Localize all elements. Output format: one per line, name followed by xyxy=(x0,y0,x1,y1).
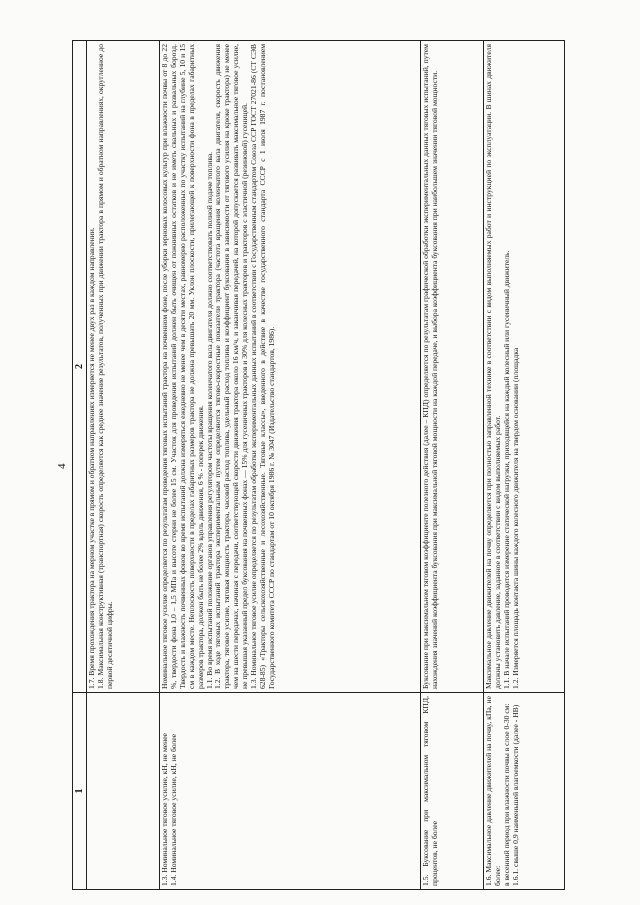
method-paragraph: 1.1. В начале испытаний проводится измерение статической нагрузки, приходящейся на каждый колесный или гусеничный движитель. xyxy=(501,250,511,689)
method-paragraph: 1.7. Время прохождения трактора на мерном участке в прямом и обратном направлениях измеряется не менее двух раз в каждом направлении. xyxy=(87,227,96,689)
method-paragraph: 1.3. Номинальное тяговое усилие определяется по результатам обработки экспериментальных данных испытаний в соответствии с Государственным стандартом Союза ССР ГОСТ 27021-86 (СТ СЭВ 628-85) «Тракторы сельскохозяйственные и лесохозяйственные. Тяговые классы», введенного в действие в качестве государственного стандарта СССР с 1 июля 1987 г. постановлением Государственного комитета СССР по стандартам от 10 октября 1986 г. № 3047 (Издательство стандартов, 1986). xyxy=(249,44,276,689)
method-cell xyxy=(421,41,484,693)
parameter-label: 1.6.1. свыше 0,9 наименьшей влагоемкости (далее - НВ) xyxy=(510,704,520,886)
table-row xyxy=(87,41,160,890)
parameter-cell xyxy=(87,693,160,890)
method-cell xyxy=(160,41,421,693)
requirements-table xyxy=(72,40,565,890)
page-number: 4 xyxy=(56,463,68,469)
parameter-label: 1.4. Номинальное тяговое усилие, кН, не более xyxy=(168,733,178,886)
method-paragraph: Номинальное тяговое усилие определяется по результатам проведения тяговых испытаний трактора на почвенном фоне, после уборки зерновых колосовых культур при влажности почвы от 8 до 22 %, твердости фона 1,0 – 1,5 МПа и высоте стерни не более 15 см. Участок для проведения испытаний должен быть очищен от пожнивных остатков и не иметь свальных и развальных борозд. Твердость и влажность почвенных фонов во время испытаний должна измеряться ежедневно не менее чем в десяти местах, равномерно расположенных по участку испытаний на глубине 5, 10 и 15 см в каждом месте. Неплоскость поверхности в пределах габаритных размеров трактора не должна превышать 20 мм. Уклон плоскости, прилегающей к поверхности фона в пределах габаритных размеров трактора, должен быть не более 2% вдоль движения, 6 % - поперек движения. xyxy=(160,44,205,689)
method-cell xyxy=(484,41,565,693)
parameter-cell xyxy=(160,693,421,890)
table-row xyxy=(160,41,421,890)
table-row xyxy=(484,41,565,890)
parameter-label: 1.5. Буксование при максимальном тяговом КПД, процентов, не более xyxy=(421,696,439,886)
parameter-cell xyxy=(484,693,565,890)
column-header-2: 2 xyxy=(73,41,87,693)
method-paragraph: Буксование при максимальном тяговом коэффициенте полезного действия (далее – КПД) определяется по результатам графической обработки экспериментальных данных тяговых испытаний, путем нахождения значений коэффициента буксования при максимальной тяговой мощности на каждой передаче, и выбора коэффициента буксования при наибольшем значении тяговой мощности. xyxy=(421,44,439,689)
table-header-row xyxy=(73,41,87,890)
method-cell xyxy=(87,41,160,693)
method-paragraph: 1.2. В ходе тяговых испытаний трактора экспериментальным путем определяются тягово-скоростные показатели трактора (частота вращения коленчатого вала двигателя, скорость движения трактора, тяговое усилие, тяговая мощность трактора, часовой расход топлива, удельный расход топлива и коэффициент буксования в зависимости от тягового усилия на крюке трактора) не менее чем на шести передачах, начиная с передачи, соответствующей скорости движения трактора около 16 км/ч, и заканчивая передачей, на которой допускается развивать максимальное тяговое усилие, не превышая указанный предел буксования на почвенных фонах — 15% для гусеничных тракторов и 30% для колесных тракторов и тракторов с эластичной (резиновой) гусеницей. xyxy=(213,44,250,689)
column-header-1: 1 xyxy=(73,693,87,890)
method-paragraph: 1.1. Во время испытаний положение органов управления регулятором частоты вращения коленчатого вала двигателя должно соответствовать полной подаче топлива. xyxy=(204,151,214,689)
method-paragraph: Максимальное давление движителей на почву определяется при полностью заправленной технике в соответствии с видом выполняемых работ и инструкцией по эксплуатации. В шинах движителя должны установить давление, заданное в соответствии с видом выполняемых работ. xyxy=(484,44,502,689)
parameter-label: 1.3. Номинальное тяговое усилие, кН, не менее xyxy=(160,733,169,886)
parameter-cell xyxy=(421,693,484,890)
rotated-page-content xyxy=(56,40,588,890)
parameter-label: 1.6. Максимальное давление движителей на почву, кПа, не более: xyxy=(484,696,502,886)
parameter-label: в весенний период при влажности почвы в слое 0-30 см: xyxy=(501,703,511,886)
table-row xyxy=(421,41,484,890)
method-paragraph: 1.8. Максимальная конструктивная (транспортная) скорость определяется как среднее значение результатов, полученных при движении трактора в прямом и обратном направлениях, округленное до первой десятичной цифры. xyxy=(95,44,114,689)
method-paragraph: 1.2. Измеряется площадь контакта шины каждого колесного движителя на твердом основании (площадка xyxy=(510,347,520,689)
